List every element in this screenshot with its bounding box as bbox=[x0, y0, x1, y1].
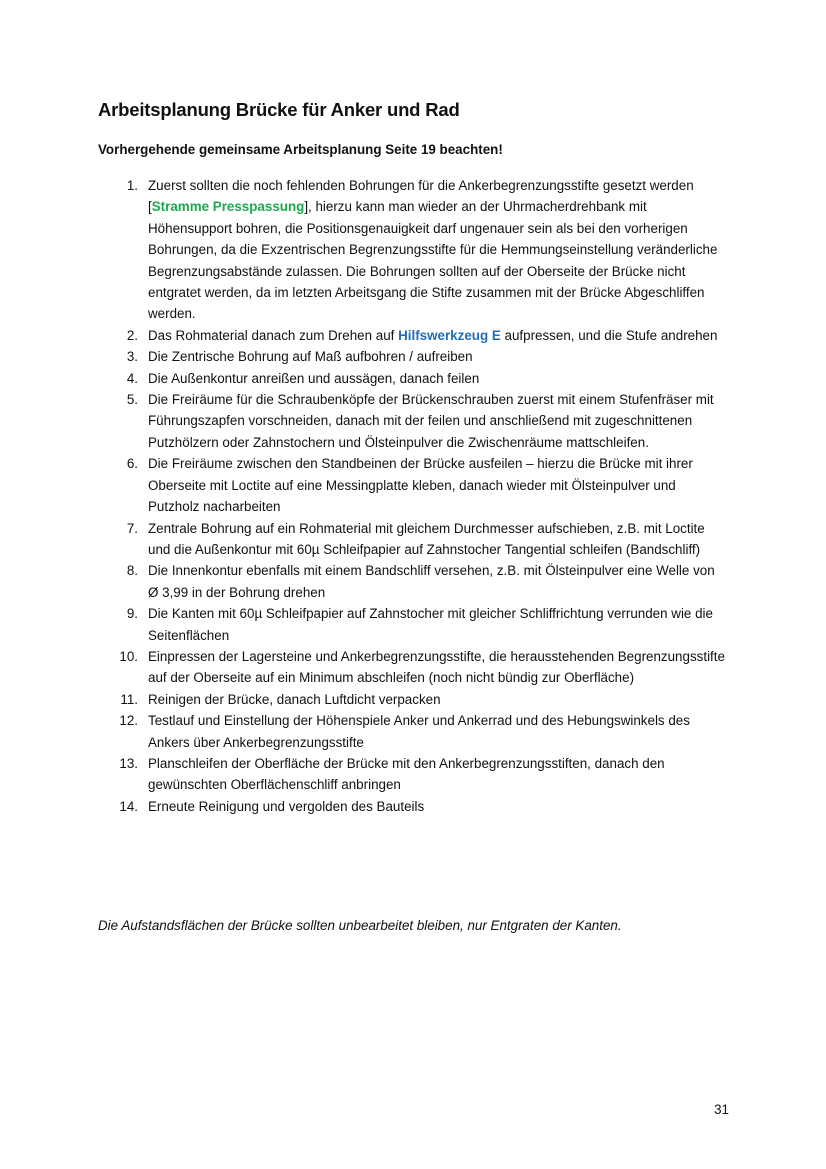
list-item bbox=[98, 689, 728, 710]
step-text: Die Kanten mit 60µ Schleifpapier auf Zahnstocher mit gleicher Schliffrichtung verrunden wie die Seitenflächen bbox=[148, 606, 713, 643]
list-item bbox=[98, 710, 728, 753]
list-item bbox=[98, 346, 728, 367]
step-text: Zuerst sollten die noch fehlenden Bohrungen für die Ankerbegrenzungsstifte gesetzt werden [ bbox=[148, 178, 694, 215]
list-item bbox=[98, 453, 728, 517]
work-steps-list bbox=[98, 175, 728, 817]
step-text: Planschleifen der Oberfläche der Brücke mit den Ankerbegrenzungsstiften, danach den gewünschten Oberflächenschliff anbringen bbox=[148, 755, 665, 793]
step-text: Die Freiräume zwischen den Standbeinen der Brücke ausfeilen – hierzu die Brücke mit ihrer Oberseite mit Loctite auf eine Messingplatte kleben, danach wieder mit Ölsteinpulver und Putzholz nacharbeiten bbox=[148, 456, 693, 515]
page-title: Arbeitsplanung Brücke für Anker und Rad bbox=[98, 99, 460, 120]
step-text: Erneute Reinigung und vergolden des Bauteils bbox=[148, 798, 425, 814]
step-text: Die Innenkontur ebenfalls mit einem Bandschliff versehen, z.B. mit Ölsteinpulver eine Welle von Ø 3,99 in der Bohrung drehen bbox=[148, 563, 715, 600]
list-item bbox=[98, 796, 728, 817]
step-number: 2. bbox=[126, 327, 138, 343]
step-number: 7. bbox=[126, 520, 138, 536]
step-number: 10. bbox=[119, 648, 138, 664]
step-number: 8. bbox=[126, 563, 138, 579]
page-subtitle: Vorhergehende gemeinsame Arbeitsplanung Seite 19 beachten! bbox=[98, 142, 503, 157]
step-text: Einpressen der Lagersteine und Ankerbegrenzungsstifte, die herausstehenden Begrenzungsstifte auf der Oberseite auf ein Minimum abschleifen (noch nicht bündig zur Oberfläche) bbox=[148, 648, 725, 686]
step-text: Zentrale Bohrung auf ein Rohmaterial mit gleichem Durchmesser aufschieben, z.B. mit Loctite und die Außenkontur mit 60µ Schleifpapier auf Zahnstocher Tangential schleifen (Bandschliff) bbox=[148, 520, 705, 557]
step-text: Testlauf und Einstellung der Höhenspiele Anker und Ankerrad und des Hebungswinkels des Ankers über Ankerbegrenzungsstifte bbox=[148, 713, 690, 750]
step-number: 11. bbox=[120, 691, 138, 707]
step-number: 6. bbox=[126, 456, 138, 472]
list-item bbox=[98, 389, 728, 453]
list-item bbox=[98, 603, 728, 646]
footnote: Die Aufstandsflächen der Brücke sollten unbearbeitet bleiben, nur Entgraten der Kanten. bbox=[98, 918, 622, 933]
list-item bbox=[98, 646, 728, 689]
highlight-term: Hilfswerkzeug E bbox=[398, 327, 501, 343]
step-number: 13. bbox=[119, 755, 138, 771]
highlight-term: Stramme Presspassung bbox=[151, 199, 305, 215]
list-item bbox=[98, 753, 728, 796]
step-text: ], hierzu kann man wieder an der Uhrmacherdrehbank mit Höhensupport bohren, die Positionsgenauigkeit darf ungenauer sein als bei den vorherigen Bohrungen, da die Exzentrischen Begrenzungsstifte für die Hemmungseinstellung veränderliche Begrenzungsabstände zulassen. Die Bohrungen sollten auf der Oberseite der Brücke nicht entgratet werden, da im letzten Arbeitsgang die Stifte zusammen mit der Brücke Abgeschliffen werden. bbox=[148, 199, 718, 322]
step-text: aufpressen, und die Stufe andrehen bbox=[500, 327, 718, 343]
step-number: 5. bbox=[126, 392, 138, 408]
list-item bbox=[98, 560, 728, 603]
step-number: 14. bbox=[119, 798, 138, 814]
list-item bbox=[98, 368, 728, 389]
step-number: 3. bbox=[126, 349, 138, 365]
step-number: 12. bbox=[119, 713, 138, 729]
step-text: Die Außenkontur anreißen und aussägen, danach feilen bbox=[148, 370, 480, 386]
step-text: Das Rohmaterial danach zum Drehen auf bbox=[148, 327, 399, 343]
page-number: 31 bbox=[714, 1102, 729, 1117]
list-item bbox=[98, 175, 728, 325]
list-item bbox=[98, 518, 728, 561]
step-text: Die Zentrische Bohrung auf Maß aufbohren / aufreiben bbox=[148, 349, 473, 365]
step-number: 1. bbox=[126, 178, 138, 193]
list-item bbox=[98, 325, 728, 346]
step-text: Die Freiräume für die Schraubenköpfe der Brückenschrauben zuerst mit einem Stufenfräser mit Führungszapfen vorschneiden, danach mit der feilen und anschließend mit zugeschnittenen Putzhölzern oder Zahnstochern und Ölsteinpulver die Zwischenräume mattschleifen. bbox=[148, 392, 714, 450]
step-text: Reinigen der Brücke, danach Luftdicht verpacken bbox=[148, 691, 441, 707]
step-number: 9. bbox=[126, 606, 138, 622]
step-number: 4. bbox=[126, 370, 138, 386]
